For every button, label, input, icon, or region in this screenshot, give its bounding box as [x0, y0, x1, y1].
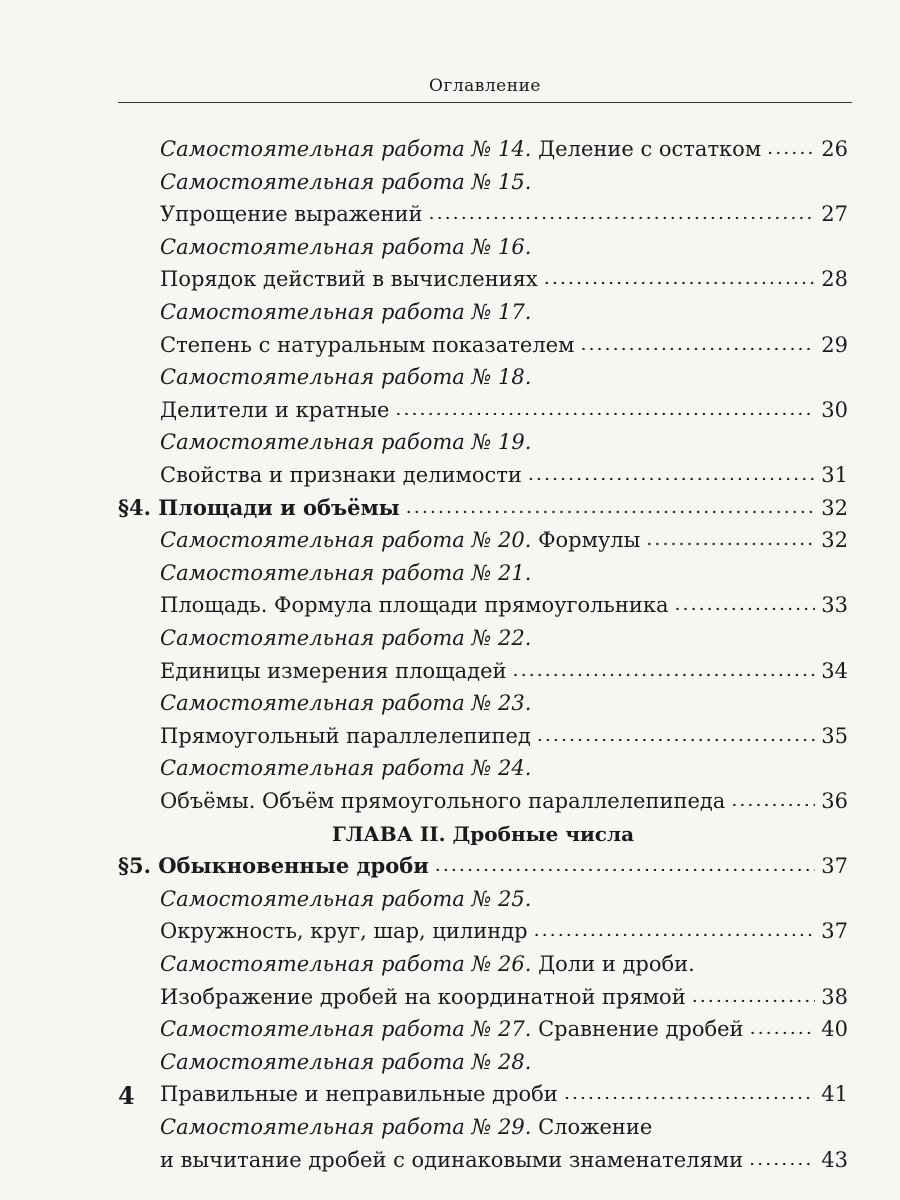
dot-leader: [534, 914, 816, 936]
entry-title: Порядок действий в вычислениях: [160, 267, 538, 291]
page-ref: 38: [821, 985, 848, 1009]
header-rule: [118, 102, 852, 103]
page-ref: 31: [821, 463, 848, 487]
page-ref: 40: [821, 1017, 848, 1041]
toc-entry: [160, 297, 848, 327]
dot-leader: [406, 491, 816, 513]
toc-section: [118, 851, 848, 881]
work-label: Самостоятельная работа № 27.: [160, 1017, 532, 1041]
page-ref: 26: [821, 137, 848, 161]
page-ref: 37: [821, 919, 848, 943]
page-header-title: Оглавление: [429, 76, 541, 96]
section-title: §5. Обыкновенные дроби: [118, 853, 429, 878]
work-label: Самостоятельная работа № 14.: [160, 137, 532, 161]
toc-entry: [160, 558, 848, 588]
toc-section: [118, 493, 848, 523]
dot-leader: [767, 132, 815, 154]
work-label: Самостоятельная работа № 28.: [160, 1050, 532, 1074]
entry-title: Площадь. Формула площади прямоугольника: [160, 593, 669, 617]
toc-entry: [160, 264, 848, 294]
dot-leader: [528, 458, 815, 480]
toc-entry: [160, 786, 848, 816]
dot-leader: [537, 719, 815, 741]
page-ref: 32: [821, 528, 848, 552]
toc-entry: [160, 134, 848, 164]
work-label: Самостоятельная работа № 24.: [160, 756, 532, 780]
toc-entry: [160, 395, 848, 425]
dot-leader: [513, 654, 816, 676]
work-label: Самостоятельная работа № 25.: [160, 887, 532, 911]
section-title: §4. Площади и объёмы: [118, 495, 400, 520]
entry-title: и вычитание дробей с одинаковыми знаменателями: [160, 1148, 744, 1172]
page-ref: 32: [821, 496, 848, 520]
toc-entry: [160, 623, 848, 653]
toc-entry: [160, 362, 848, 392]
page-ref: 43: [821, 1148, 848, 1172]
entry-title: Деление с остатком: [531, 137, 762, 161]
toc-entry: [160, 199, 848, 229]
work-label: Самостоятельная работа № 23.: [160, 691, 532, 715]
work-label: Самостоятельная работа № 15.: [160, 170, 532, 194]
toc-entry: [160, 1145, 848, 1175]
toc-entry: [160, 1047, 848, 1077]
page-ref: 41: [821, 1082, 848, 1106]
dot-leader: [750, 1012, 816, 1034]
entry-title: Сложение: [531, 1115, 653, 1139]
entry-title: Изображение дробей на координатной прямой: [160, 985, 686, 1009]
toc-entry: [160, 884, 848, 914]
entry-title: Степень с натуральным показателем: [160, 333, 575, 357]
dot-leader: [564, 1077, 815, 1099]
dot-leader: [646, 523, 815, 545]
work-label: Самостоятельная работа № 18.: [160, 365, 532, 389]
entry-title: Доли и дроби.: [531, 952, 695, 976]
work-label: Самостоятельная работа № 19.: [160, 430, 532, 454]
entry-title: Единицы измерения площадей: [160, 659, 507, 683]
toc-entry: [160, 982, 848, 1012]
page-ref: 28: [821, 267, 848, 291]
dot-leader: [731, 784, 815, 806]
page-ref: 37: [821, 854, 848, 878]
toc-entry: [160, 753, 848, 783]
page-ref: 35: [821, 724, 848, 748]
entry-title: Окружность, круг, шар, цилиндр: [160, 919, 528, 943]
page-ref: 33: [821, 593, 848, 617]
work-label: Самостоятельная работа № 29.: [160, 1115, 532, 1139]
entry-title: Объёмы. Объём прямоугольного параллелепипеда: [160, 789, 726, 813]
dot-leader: [429, 197, 816, 219]
work-label: Самостоятельная работа № 20.: [160, 528, 532, 552]
toc-entry: [160, 427, 848, 457]
entry-title: Правильные и неправильные дроби: [160, 1082, 558, 1106]
work-label: Самостоятельная работа № 16.: [160, 235, 532, 259]
toc-entry: [160, 916, 848, 946]
dot-leader: [395, 393, 815, 415]
toc-entry: [160, 688, 848, 718]
dot-leader: [435, 849, 815, 871]
toc-entry: [160, 460, 848, 490]
entry-title: Делители и кратные: [160, 398, 390, 422]
toc-entry: [160, 330, 848, 360]
toc-entry: [160, 721, 848, 751]
page-ref: 36: [821, 789, 848, 813]
page-number: 4: [118, 1081, 135, 1110]
page-ref: 30: [821, 398, 848, 422]
toc-entry: [160, 656, 848, 686]
entry-title: Прямоугольный параллелепипед: [160, 724, 531, 748]
work-label: Самостоятельная работа № 21.: [160, 561, 532, 585]
dot-leader: [692, 980, 816, 1002]
entry-title: Формулы: [531, 528, 641, 552]
chapter-heading: ГЛАВА II. Дробные числа: [331, 822, 635, 846]
entry-title: Сравнение дробей: [531, 1017, 744, 1041]
entry-title: Свойства и признаки делимости: [160, 463, 522, 487]
toc-entry: [160, 949, 848, 979]
toc-entry: [160, 1014, 848, 1044]
dot-leader: [544, 262, 815, 284]
entry-title: Упрощение выражений: [160, 202, 423, 226]
toc-entry: [160, 1079, 848, 1109]
work-label: Самостоятельная работа № 26.: [160, 952, 532, 976]
toc-entry: [160, 1112, 848, 1142]
page-ref: 29: [821, 333, 848, 357]
toc-entry: [160, 167, 848, 197]
dot-leader: [749, 1143, 815, 1165]
toc-entry: [160, 590, 848, 620]
page-ref: 34: [821, 659, 848, 683]
dot-leader: [675, 588, 816, 610]
work-label: Самостоятельная работа № 22.: [160, 626, 532, 650]
work-label: Самостоятельная работа № 17.: [160, 300, 532, 324]
toc-entry: [160, 232, 848, 262]
dot-leader: [580, 328, 815, 350]
toc-entry: [160, 525, 848, 555]
page-ref: 27: [821, 202, 848, 226]
